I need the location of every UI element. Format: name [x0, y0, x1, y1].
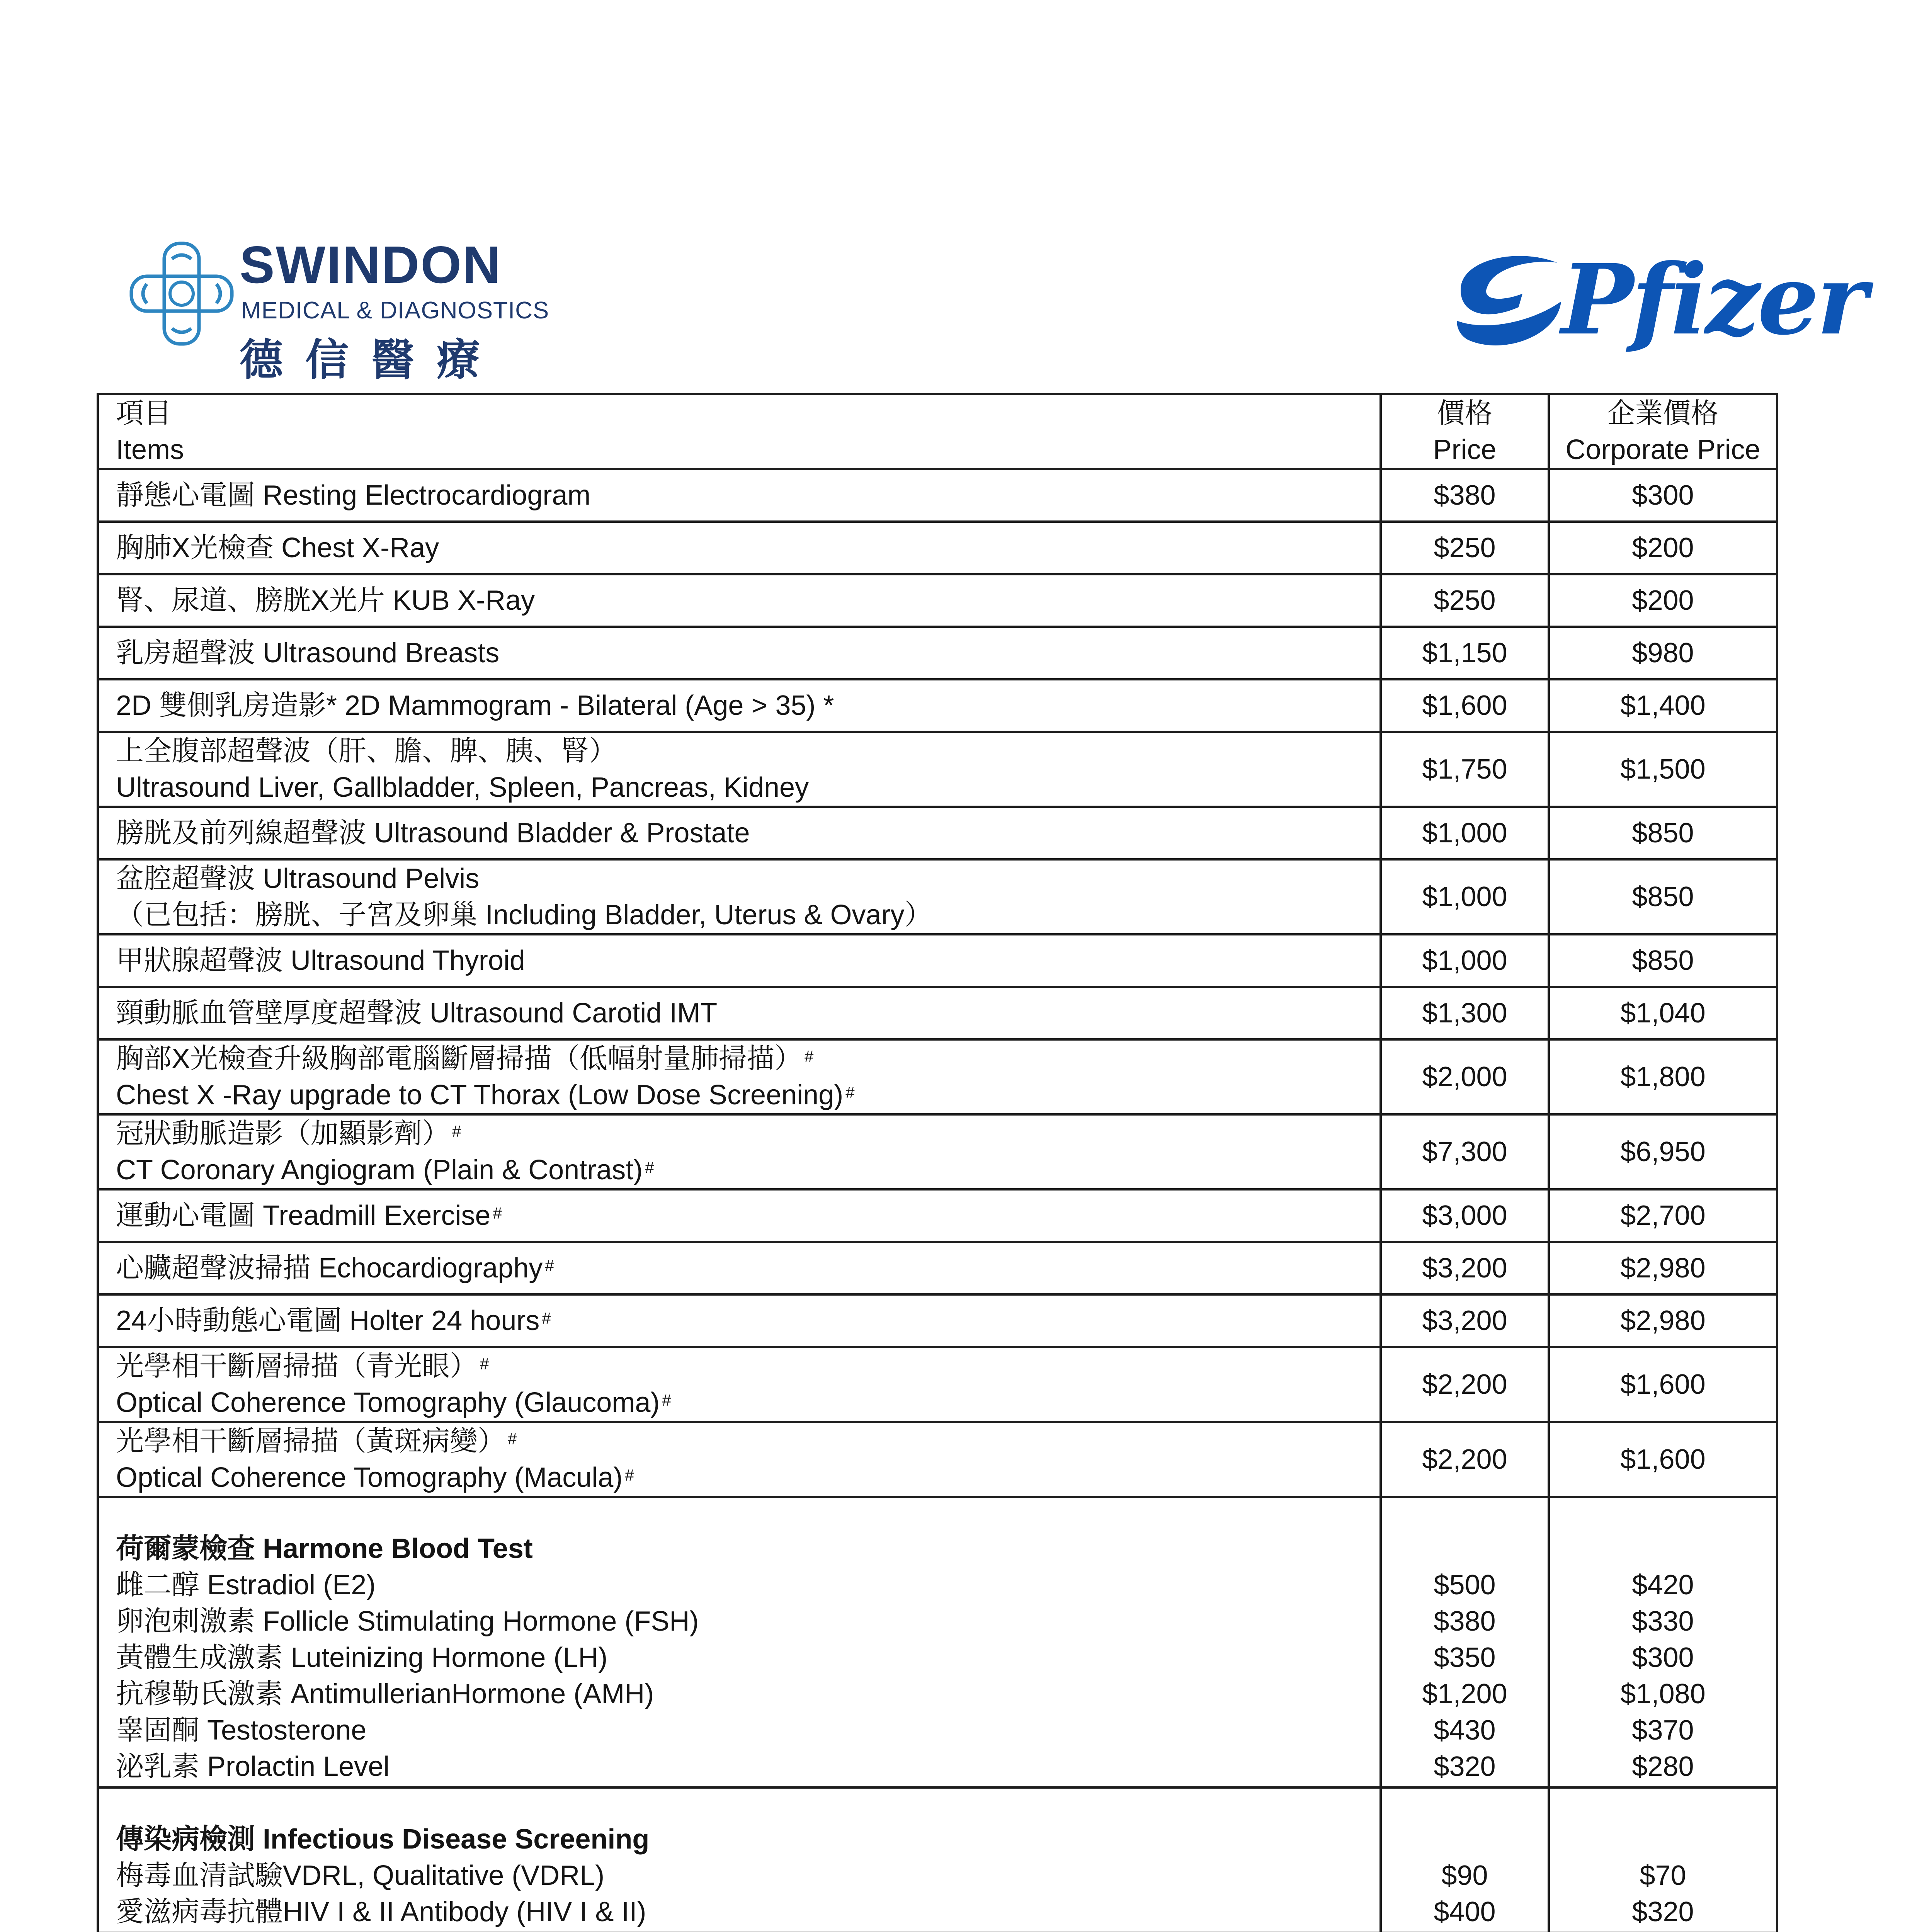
item-corporate-price: $2,980 — [1549, 1294, 1777, 1347]
table-header-row — [98, 394, 1777, 469]
item-price: $3,200 — [1381, 1294, 1549, 1347]
hash-footnote-mark: # — [452, 1122, 461, 1140]
item-price: $1,300 — [1381, 987, 1549, 1039]
table-row — [98, 1039, 1777, 1114]
item-price: $1,000 — [1381, 934, 1549, 987]
item-corporate-price: $1,040 — [1549, 987, 1777, 1039]
item-name: 心臟超聲波掃描 Echocardiography # — [98, 1242, 1381, 1294]
group-item-name: 泌乳素 Prolactin Level — [116, 1751, 390, 1782]
group-title: 荷爾蒙檢查 Harmone Blood Test — [116, 1533, 533, 1564]
group-title: 傳染病檢測 Infectious Disease Screening — [116, 1824, 650, 1855]
infectious-disease-group — [98, 1787, 1777, 1932]
hormone-test-group — [98, 1497, 1777, 1787]
item-corporate-price: $850 — [1549, 807, 1777, 859]
group-item-name: 抗穆勒氏激素 AntimullerianHormone (AMH) — [116, 1679, 654, 1709]
item-name: 膀胱及前列線超聲波 Ultrasound Bladder & Prostate — [98, 807, 1381, 859]
hash-footnote-mark: # — [542, 1309, 551, 1327]
item-price: $1,150 — [1381, 627, 1549, 679]
item-name: 24小時動態心電圖 Holter 24 hours # — [98, 1294, 1381, 1347]
table-row — [98, 627, 1777, 679]
item-price: $2,200 — [1381, 1347, 1549, 1422]
item-name: 冠狀動脈造影（加顯影劑） # CT Coronary Angiogram (Plain & Contrast) # — [98, 1114, 1381, 1189]
price-column-header: 價格 Price — [1381, 394, 1549, 469]
table-row — [98, 1422, 1777, 1497]
item-name: 2D 雙側乳房造影* 2D Mammogram - Bilateral (Age > 35) * — [98, 679, 1381, 732]
hash-footnote-mark: # — [805, 1047, 814, 1065]
pfizer-wordmark: Pfizer — [1561, 243, 1866, 356]
swindon-subtitle: MEDICAL & DIAGNOSTICS — [241, 297, 549, 324]
table-row — [98, 807, 1777, 859]
item-corporate-price: $1,600 — [1549, 1422, 1777, 1497]
group-item-name: 睾固酮 Testosterone — [116, 1715, 367, 1746]
group-items — [98, 1787, 1381, 1932]
table-row — [98, 469, 1777, 522]
table-row — [98, 1114, 1777, 1189]
item-price: $250 — [1381, 574, 1549, 627]
swindon-logo — [124, 232, 549, 386]
item-price: $1,000 — [1381, 859, 1549, 934]
item-name: 腎、尿道、膀胱X光片 KUB X-Ray — [98, 574, 1381, 627]
swindon-name: SWINDON — [240, 235, 502, 294]
table-row — [98, 934, 1777, 987]
corporate-price-column-header: 企業價格 Corporate Price — [1549, 394, 1777, 469]
items-column-header: 項目 Items — [98, 394, 1381, 469]
item-price: $3,000 — [1381, 1189, 1549, 1242]
group-item-name: 黃體生成激素 Luteinizing Hormone (LH) — [116, 1642, 608, 1673]
table-row — [98, 1242, 1777, 1294]
table-row — [98, 732, 1777, 807]
table-row — [98, 574, 1777, 627]
item-corporate-price: $850 — [1549, 859, 1777, 934]
hash-footnote-mark: # — [625, 1466, 634, 1484]
item-price: $1,750 — [1381, 732, 1549, 807]
item-name: 光學相干斷層掃描（青光眼） # Optical Coherence Tomography (Glaucoma) # — [98, 1347, 1381, 1422]
table-row — [98, 522, 1777, 574]
item-name: 甲狀腺超聲波 Ultrasound Thyroid — [98, 934, 1381, 987]
item-price: $1,000 — [1381, 807, 1549, 859]
item-name: 上全腹部超聲波（肝、膽、脾、胰、腎） Ultrasound Liver, Gallbladder, Spleen, Pancreas, Kidney — [98, 732, 1381, 807]
hash-footnote-mark: # — [480, 1355, 489, 1373]
group-items — [98, 1497, 1381, 1787]
item-corporate-price: $980 — [1549, 627, 1777, 679]
hash-footnote-mark: # — [662, 1391, 671, 1409]
item-name: 光學相干斷層掃描（黃斑病變） # Optical Coherence Tomography (Macula) # — [98, 1422, 1381, 1497]
table-row — [98, 1347, 1777, 1422]
item-name: 盆腔超聲波 Ultrasound Pelvis （已包括：膀胱、子宮及卵巢 Including Bladder, Uterus & Ovary） — [98, 859, 1381, 934]
swindon-chinese-name: 德信醫療 — [240, 336, 502, 384]
hash-footnote-mark: # — [493, 1204, 502, 1222]
hash-footnote-mark: # — [845, 1083, 855, 1102]
item-price: $3,200 — [1381, 1242, 1549, 1294]
item-corporate-price: $1,500 — [1549, 732, 1777, 807]
item-corporate-price: $1,800 — [1549, 1039, 1777, 1114]
hash-footnote-mark: # — [645, 1158, 654, 1177]
group-corporate-prices: $70 $320 — [1549, 1787, 1777, 1932]
item-price: $380 — [1381, 469, 1549, 522]
item-name: 乳房超聲波 Ultrasound Breasts — [98, 627, 1381, 679]
table-row — [98, 1294, 1777, 1347]
item-corporate-price: $200 — [1549, 522, 1777, 574]
price-table — [97, 393, 1778, 1932]
item-price: $7,300 — [1381, 1114, 1549, 1189]
item-name: 胸部X光檢查升級胸部電腦斷層掃描（低幅射量肺掃描） # Chest X -Ray upgrade to CT Thorax (Low Dose Screening) # — [98, 1039, 1381, 1114]
item-name: 頸動脈血管壁厚度超聲波 Ultrasound Carotid IMT — [98, 987, 1381, 1039]
group-corporate-prices: $420 $330 $300 $1,080 $370 $280 — [1549, 1497, 1777, 1787]
item-name: 胸肺X光檢查 Chest X-Ray — [98, 522, 1381, 574]
item-corporate-price: $1,600 — [1549, 1347, 1777, 1422]
item-price: $1,600 — [1381, 679, 1549, 732]
pfizer-logo — [1445, 236, 1866, 383]
table-row — [98, 859, 1777, 934]
hash-footnote-mark: # — [508, 1430, 517, 1448]
item-price: $250 — [1381, 522, 1549, 574]
item-corporate-price: $2,700 — [1549, 1189, 1777, 1242]
group-item-name: 卵泡刺激素 Follicle Stimulating Hormone (FSH) — [116, 1606, 699, 1637]
item-price: $2,200 — [1381, 1422, 1549, 1497]
table-row — [98, 1189, 1777, 1242]
medical-cross-icon — [124, 236, 240, 352]
item-corporate-price: $200 — [1549, 574, 1777, 627]
item-corporate-price: $850 — [1549, 934, 1777, 987]
group-item-name: 愛滋病毒抗體HIV I & II Antibody (HIV I & II) — [116, 1896, 646, 1927]
item-corporate-price: $300 — [1549, 469, 1777, 522]
item-price: $2,000 — [1381, 1039, 1549, 1114]
group-prices: $90 $400 — [1381, 1787, 1549, 1932]
item-name: 靜態心電圖 Resting Electrocardiogram — [98, 469, 1381, 522]
group-prices: $500 $380 $350 $1,200 $430 $320 — [1381, 1497, 1549, 1787]
table-row — [98, 679, 1777, 732]
item-corporate-price: $6,950 — [1549, 1114, 1777, 1189]
item-name: 運動心電圖 Treadmill Exercise # — [98, 1189, 1381, 1242]
item-corporate-price: $1,400 — [1549, 679, 1777, 732]
group-item-name: 梅毒血清試驗VDRL, Qualitative (VDRL) — [116, 1860, 605, 1891]
hash-footnote-mark: # — [545, 1257, 554, 1275]
item-corporate-price: $2,980 — [1549, 1242, 1777, 1294]
pfizer-swirl-icon — [1445, 243, 1573, 355]
group-item-name: 雌二醇 Estradiol (E2) — [116, 1570, 376, 1600]
table-row — [98, 987, 1777, 1039]
